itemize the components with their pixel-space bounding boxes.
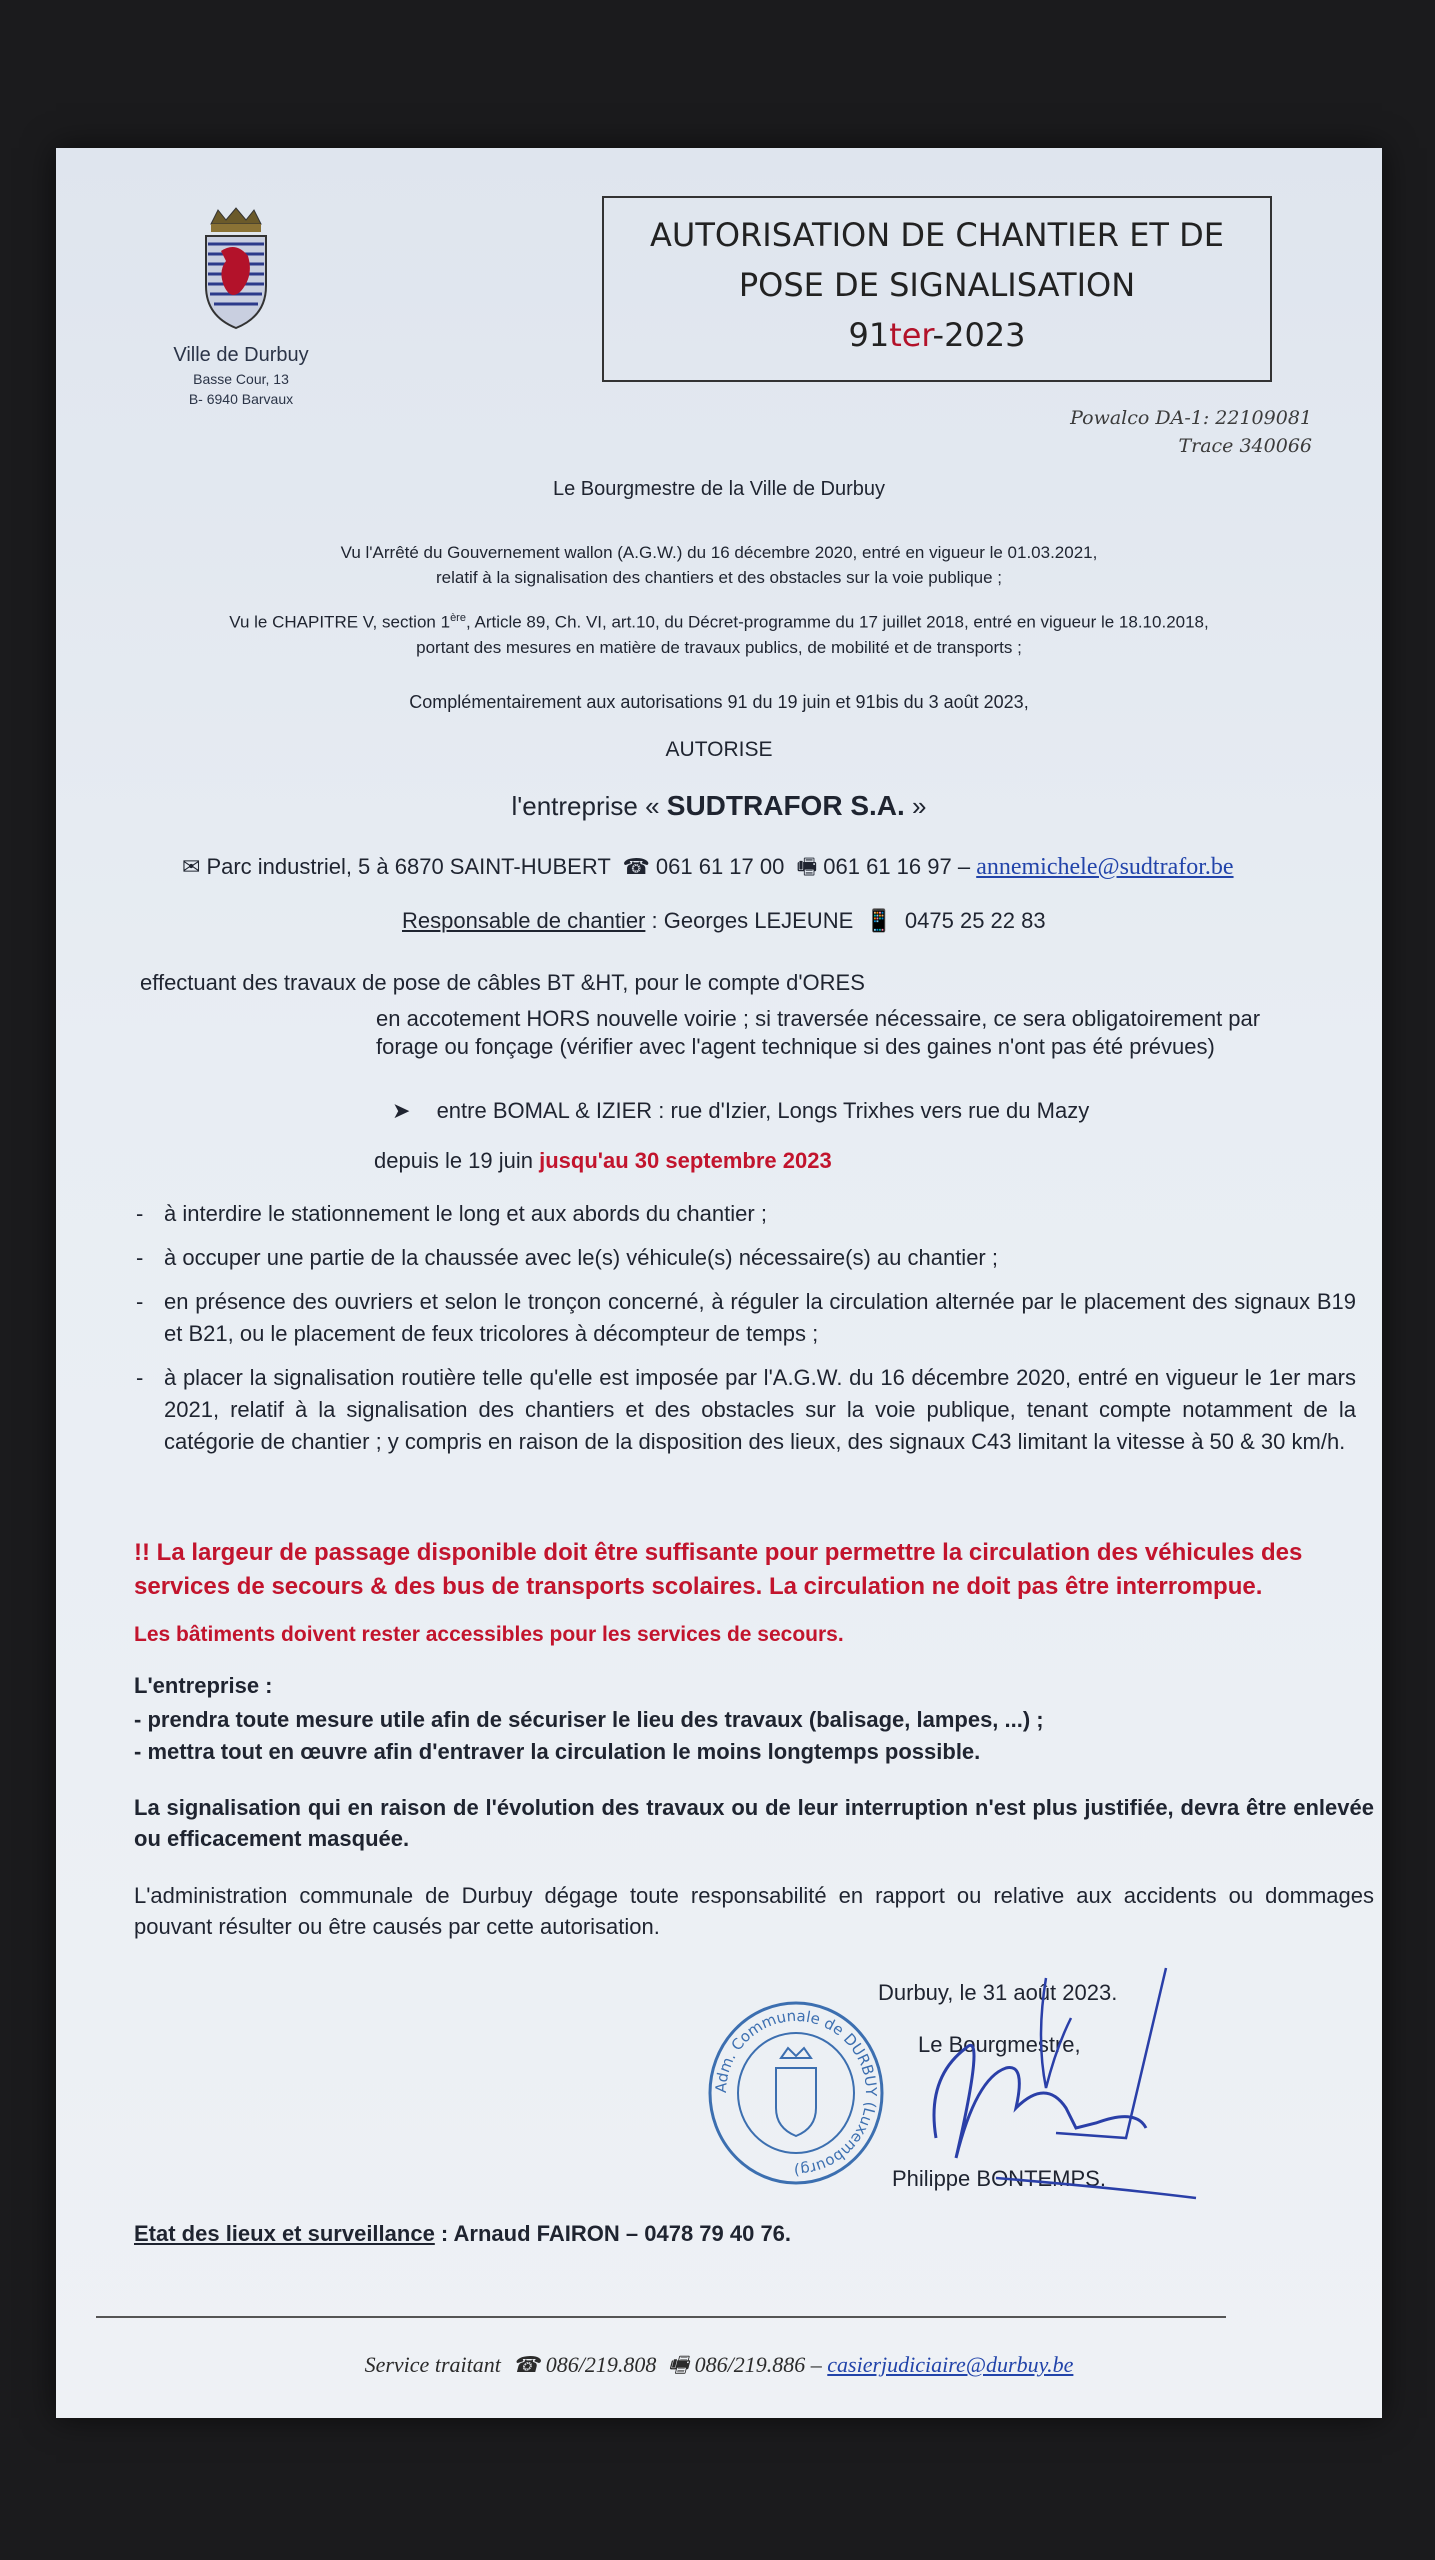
title-line-1: AUTORISATION DE CHANTIER ET DE [650,216,1224,254]
autorise-heading: AUTORISE [665,738,773,761]
complementary-note: Complémentairement aux autorisations 91 du 19 juin et 91bis du 3 août 2023, [409,692,1029,712]
official-stamp [706,1998,886,2188]
company-contact-line: ✉ Parc industriel, 5 à 6870 SAINT-HUBERT ☎ 061 61 17 00 🖷 061 61 16 97 – annemichele@sudtrafor.be [176,850,1366,888]
site-manager-line: Responsable de chantier : Georges LEJEUNE 📱 0475 25 22 83 [402,908,1046,933]
city-name: Ville de Durbuy [173,344,309,366]
surveillance-line: Etat des lieux et surveillance : Arnaud FAIRON – 0478 79 40 76. [134,2221,792,2246]
company-email-link[interactable]: annemichele@sudtrafor.be [976,854,1234,880]
access-warning: Les bâtiments doivent rester accessibles pour les services de secours. [134,1623,844,1646]
list-item: - à interdire le stationnement le long et aux abords du chantier ; [136,1198,1356,1230]
legal-basis-2: Vu le CHAPITRE V, section 1ère, Article 89, Ch. VI, art.10, du Décret-programme du 17 juillet 2018, entré en vigueur le 18.10.2018, portant des mesures en matière de travaux publics, de mobilité et de transports ; [229,612,1209,657]
powalco-ref: Powalco DA-1: 22109081 [1070,407,1312,429]
works-location: ➤ entre BOMAL & IZIER : rue d'Izier, Longs Trixhes vers rue du Mazy [392,1098,1090,1123]
obligation-1: - prendra toute mesure utile afin de sécuriser le lieu des travaux (balisage, lampes, ...) ; [134,1707,1044,1732]
document-number: 91ter-2023 [848,316,1026,354]
works-description-3: forage ou fonçage (vérifier avec l'agent technique si des gaines n'ont pas été prévues) [376,1034,1215,1059]
handwritten-signature [896,1958,1226,2218]
fax-icon: 🖷 [667,2352,689,2377]
arrow-bullet-icon: ➤ [392,1098,411,1123]
signature-date: Durbuy, le 31 août 2023. [878,1980,1118,2005]
footer: Service traitant ☎ 086/219.808 🖷 086/219.886 – casierjudiciaire@durbuy.be [56,2348,1382,2386]
bourgmestre-heading: Le Bourgmestre de la Ville de Durbuy [552,478,886,500]
list-item: - à occuper une partie de la chaussée avec le(s) véhicule(s) nécessaire(s) au chantier ; [136,1242,1356,1274]
list-item: - en présence des ouvriers et selon le tronçon concerné, à réguler la circulation alternée par le placement des signaux B19 et B21, ou le placement de feux tricolores à décompteur de temps ; [136,1286,1356,1350]
works-description-2: en accotement HORS nouvelle voirie ; si traversée nécessaire, ce sera obligatoirement par [376,1006,1261,1031]
signatory-name: Philippe BONTEMPS. [892,2166,1106,2191]
document-page [56,148,1382,2418]
trace-ref: Trace 340066 [1178,435,1312,457]
stamp-text: Adm. Communale de DURBUY (Luxembourg) [711,2006,881,2180]
mail-icon: ✉ [182,854,201,879]
city-address-block [126,344,356,407]
footer-email-link[interactable]: casierjudiciaire@durbuy.be [827,2352,1074,2377]
end-date: jusqu'au 30 septembre 2023 [539,1148,832,1173]
traffic-warning: !! La largeur de passage disponible doit être suffisante pour permettre la circulation des véhicules des services de secours & des bus de transports scolaires. La circulation ne doit pas être interrompue. [134,1539,1303,1600]
footer-divider [96,2316,1226,2318]
address-line-1: Basse Cour, 13 [193,371,289,387]
liability-paragraph: L'administration communale de Durbuy dégage toute responsabilité en rapport ou relative aux accidents ou dommages pouvant résulter ou être causés par cette autorisation. [134,1883,1374,1939]
fax-icon: 🖷 [796,854,818,879]
obligation-2: - mettra tout en œuvre afin d'entraver la circulation le moins longtemps possible. [134,1739,981,1764]
obligations-heading: L'entreprise : [134,1673,273,1698]
legal-basis-1: Vu l'Arrêté du Gouvernement wallon (A.G.W.) du 16 décembre 2020, entré en vigueur le 01.03.2021, relatif à la signalisation des chantiers et des obstacles sur la voie publique ; [340,543,1098,587]
phone-icon: ☎ [622,854,650,879]
company-line: l'entreprise « SUDTRAFOR S.A. » [511,790,927,821]
works-description-1: effectuant des travaux de pose de câbles BT &HT, pour le compte d'ORES [140,970,865,995]
works-period: depuis le 19 juin jusqu'au 30 septembre 2023 [374,1148,832,1173]
title-line-2: POSE DE SIGNALISATION [738,266,1136,304]
address-line-2: B- 6940 Barvaux [188,391,294,407]
company-name: SUDTRAFOR S.A. [666,790,905,821]
authorization-list [136,1198,1356,1470]
reference-numbers [1070,404,1312,460]
mobile-phone-icon: 📱 [865,908,893,933]
list-item: - à placer la signalisation routière telle qu'elle est imposée par l'A.G.W. du 16 décembre 2020, entré en vigueur le 1er mars 2021, relatif à la signalisation des chantiers et des obstacles sur la voie publique, tenant compte notamment de la catégorie de chantier ; y compris en raison de la disposition des lieux, des signaux C43 limitant la vitesse à 50 & 30 km/h. [136,1362,1356,1458]
city-crest-logo [186,206,286,336]
signature-role: Le Bourgmestre, [918,2032,1081,2057]
document-title-box [602,196,1272,382]
signalisation-paragraph: La signalisation qui en raison de l'évolution des travaux ou de leur interruption n'est plus justifiée, devra être enlevée ou efficacement masquée. [134,1795,1374,1851]
phone-icon: ☎ [512,2352,540,2377]
